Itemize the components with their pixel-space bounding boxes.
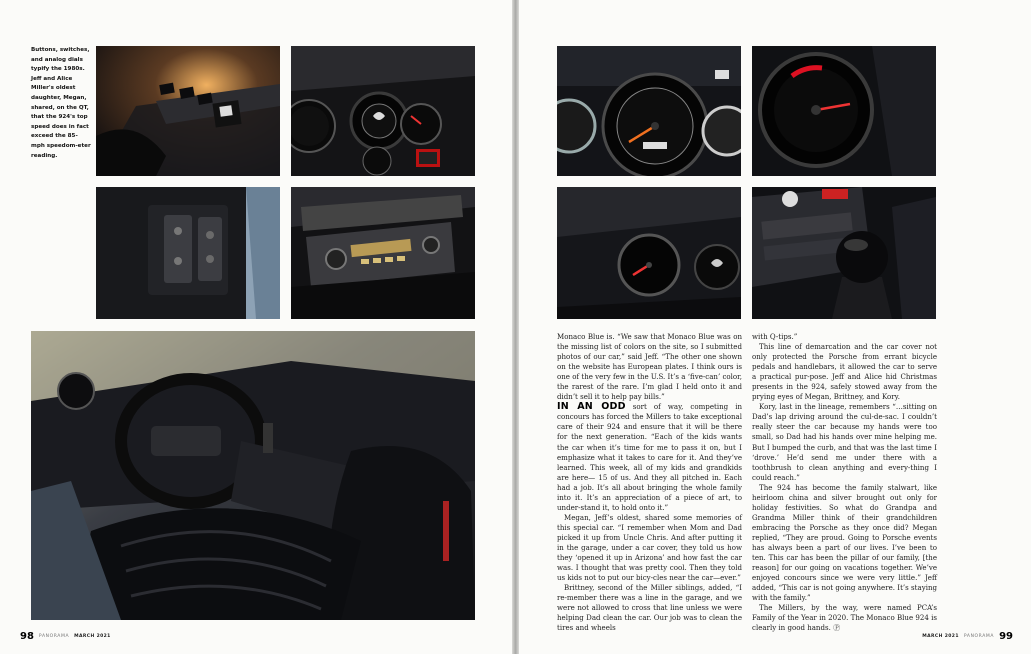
page-number: 98	[20, 631, 34, 642]
speedometer-photo	[557, 46, 741, 176]
fuel-gauge-photo	[557, 187, 741, 319]
page-number: 99	[999, 631, 1013, 642]
radio-cassette-photo	[291, 187, 475, 319]
paragraph: The 924 has become the family stalwart, like heirloom china and silver brought out only for holiday festivities. So what do Grandpa and Grandma Miller think of their grandchildren embracing the Porsche as they once did? Megan replied, “They are proud. Going to Porsche events has always been a part of our lives. I’ve been to ten. This car has been the pillar of our family, [the reason] for our going on vacations together. We’ve enjoyed concours since we were very little.” Jeff added, “This car is not going anywhere. It’s staying with the family.”	[752, 482, 937, 603]
console-switches-photo	[96, 46, 280, 176]
magazine-name: PANORAMA	[38, 634, 70, 639]
right-page	[519, 0, 1031, 654]
article-column-2	[752, 332, 937, 633]
photo-caption: Buttons, switches, and analog dials typify the 1980s. Jeff and Alice Miller's oldest daughter, Megan, shared, on the QT, that the 924's top speed does in fact exceed the 85-mph speedom-eter reading.	[31, 47, 91, 159]
shifter-photo	[752, 187, 936, 319]
article-column-1	[557, 332, 742, 633]
paragraph: Brittney, second of the Miller siblings, added, “I re-member there was a line in the garage, and we were not allowed to cross that line unless we were helping Dad clean the car. Our job was to clean the tires and wheels	[557, 583, 742, 633]
paragraph-text: The Millers, by the way, were named PCA’s Family of the Year in 2020. The Monaco Blue 924 is clearly in good hands.	[752, 603, 937, 633]
paragraph	[752, 603, 937, 633]
dashboard-gauges-photo	[291, 46, 475, 176]
paragraph: Monaco Blue is. “We saw that Monaco Blue was on the missing list of colors on the site, so I submitted photos of our car,” said Jeff. “The other one shown on the website has European plates. I think ours is one of the very few in the U.S. It’s a ‘five-can’ color, the rarest of the rare. I’m glad I held onto it and didn’t sell it to help pay bills.”	[557, 332, 742, 402]
paragraph: Kory, last in the lineage, remembers “…sitting on Dad’s lap driving around the cul-de-sac. I couldn’t really steer the car because my hands were too small, so Dad had his hands over mine helping me. But I bumped the curb, and that was the last time I ‘drove.’ He’d send me under there with a toothbrush to clean anything and every-thing I could reach.”	[752, 402, 937, 482]
paragraph-text: sort of way, competing in concours has forced the Millers to take exceptional care of their 924 and ensure that it will be there for the next generation. “Each of the kids wants the car when it’s time for me to pass it on, but I emphasize what it takes to care for it. And they’ve learned. This week, all of my kids and grandkids are here— 15 of us. And they all pitched in. Each had a job. It’s all about bringing the whole family into it. It’s an appreciation of a piece of art, to under-stand it, to hold onto it.”	[557, 402, 742, 512]
tachometer-photo	[752, 46, 936, 176]
paragraph: with Q-tips.”	[752, 332, 798, 341]
paragraph	[557, 402, 742, 513]
issue-date: MARCH 2021	[922, 634, 959, 639]
left-folio	[20, 631, 111, 642]
left-page	[0, 0, 512, 654]
door-switch-panel-photo	[96, 187, 280, 319]
issue-date: MARCH 2021	[74, 634, 111, 639]
magazine-name: PANORAMA	[963, 634, 995, 639]
right-folio	[922, 631, 1013, 642]
page-gutter	[512, 0, 519, 654]
end-mark-icon: Ⓟ	[833, 623, 841, 633]
lead-in: IN AN ODD	[557, 401, 626, 413]
paragraph: Megan, Jeff’s oldest, shared some memories of this special car. “I remember when Mom and Dad picked it up from Uncle Chris. And after putting it in the garage, under a car cover, they told us how they ‘opened it up in Arizona’ and how fast the car was. I thought that was pretty cool. Then they told us kids not to put our bicy-cles near the car—ever.”	[557, 512, 742, 583]
interior-seats-photo	[31, 331, 475, 620]
paragraph: This line of demarcation and the car cover not only protected the Porsche from errant bicycle pedals and handlebars, it allowed the car to serve a practical pur-pose. Jeff and Alice hid Christmas presents in the 924, safely stowed away from the prying eyes of Megan, Brittney, and Kory.	[752, 342, 937, 402]
